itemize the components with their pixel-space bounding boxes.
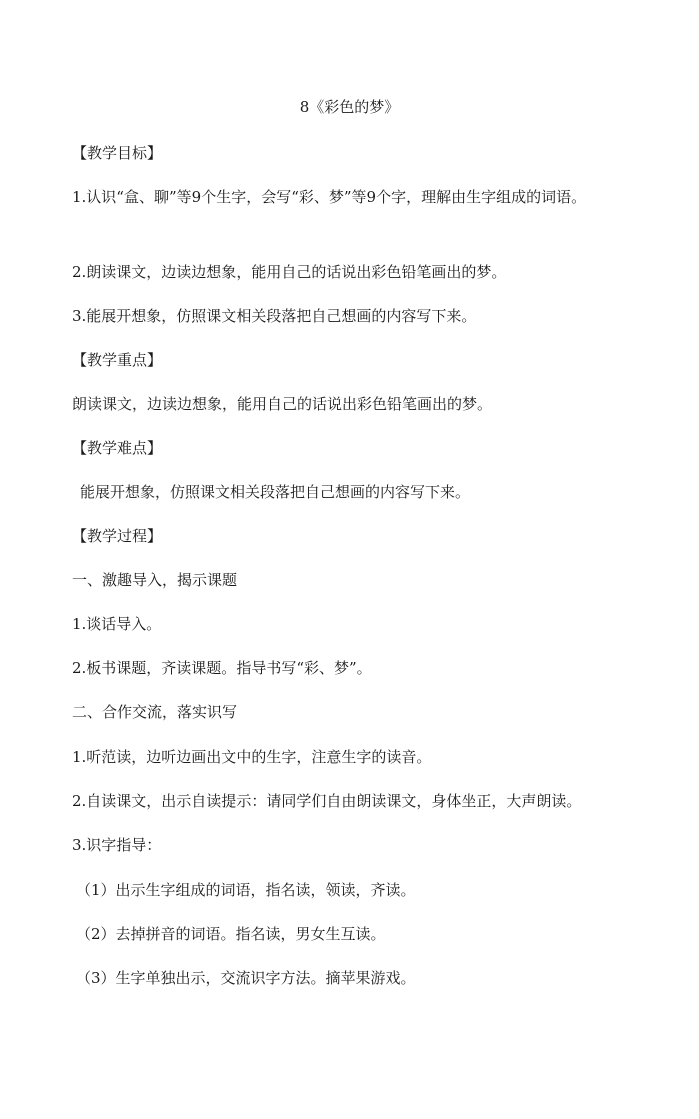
heading-teaching-focus: 【教学重点】: [72, 351, 163, 369]
process-part-1-step-2: 2.板书课题，齐读课题。指导书写“彩、梦”。: [72, 659, 372, 677]
heading-teaching-difficulty: 【教学难点】: [72, 439, 163, 457]
difficulty-text: 能展开想象，仿照课文相关段落把自己想画的内容写下来。: [80, 483, 471, 501]
process-part-2-step-2: 2.自读课文，出示自读提示：请同学们自由朗读课文，身体坐正，大声朗读。: [72, 792, 582, 810]
focus-text: 朗读课文，边读边想象，能用自己的话说出彩色铅笔画出的梦。: [72, 395, 493, 413]
goal-item-1: 1.认识“盒、聊”等9个生字，会写“彩、梦”等9个字，理解由生字组成的词语。: [72, 188, 587, 206]
document-title: 8《彩色的梦》: [299, 98, 400, 116]
heading-teaching-goals: 【教学目标】: [72, 144, 163, 162]
process-part-2-step-1: 1.听范读，边听边画出文中的生字，注意生字的读音。: [72, 748, 432, 766]
sub-step-3: （3）生字单独出示，交流识字方法。摘苹果游戏。: [76, 969, 416, 987]
process-part-1: 一、激趣导入，揭示课题: [72, 571, 238, 589]
goal-item-3: 3.能展开想象，仿照课文相关段落把自己想画的内容写下来。: [72, 307, 477, 325]
heading-teaching-process: 【教学过程】: [72, 527, 163, 545]
process-part-1-step-1: 1.谈话导入。: [72, 615, 162, 633]
process-part-2: 二、合作交流，落实识写: [72, 703, 238, 721]
sub-step-1: （1）出示生字组成的词语，指名读，领读，齐读。: [76, 881, 416, 899]
sub-step-2: （2）去掉拼音的词语。指名读，男女生互读。: [76, 925, 386, 943]
process-part-2-step-3: 3.识字指导：: [72, 836, 162, 854]
goal-item-2: 2.朗读课文，边读边想象，能用自己的话说出彩色铅笔画出的梦。: [72, 263, 507, 281]
